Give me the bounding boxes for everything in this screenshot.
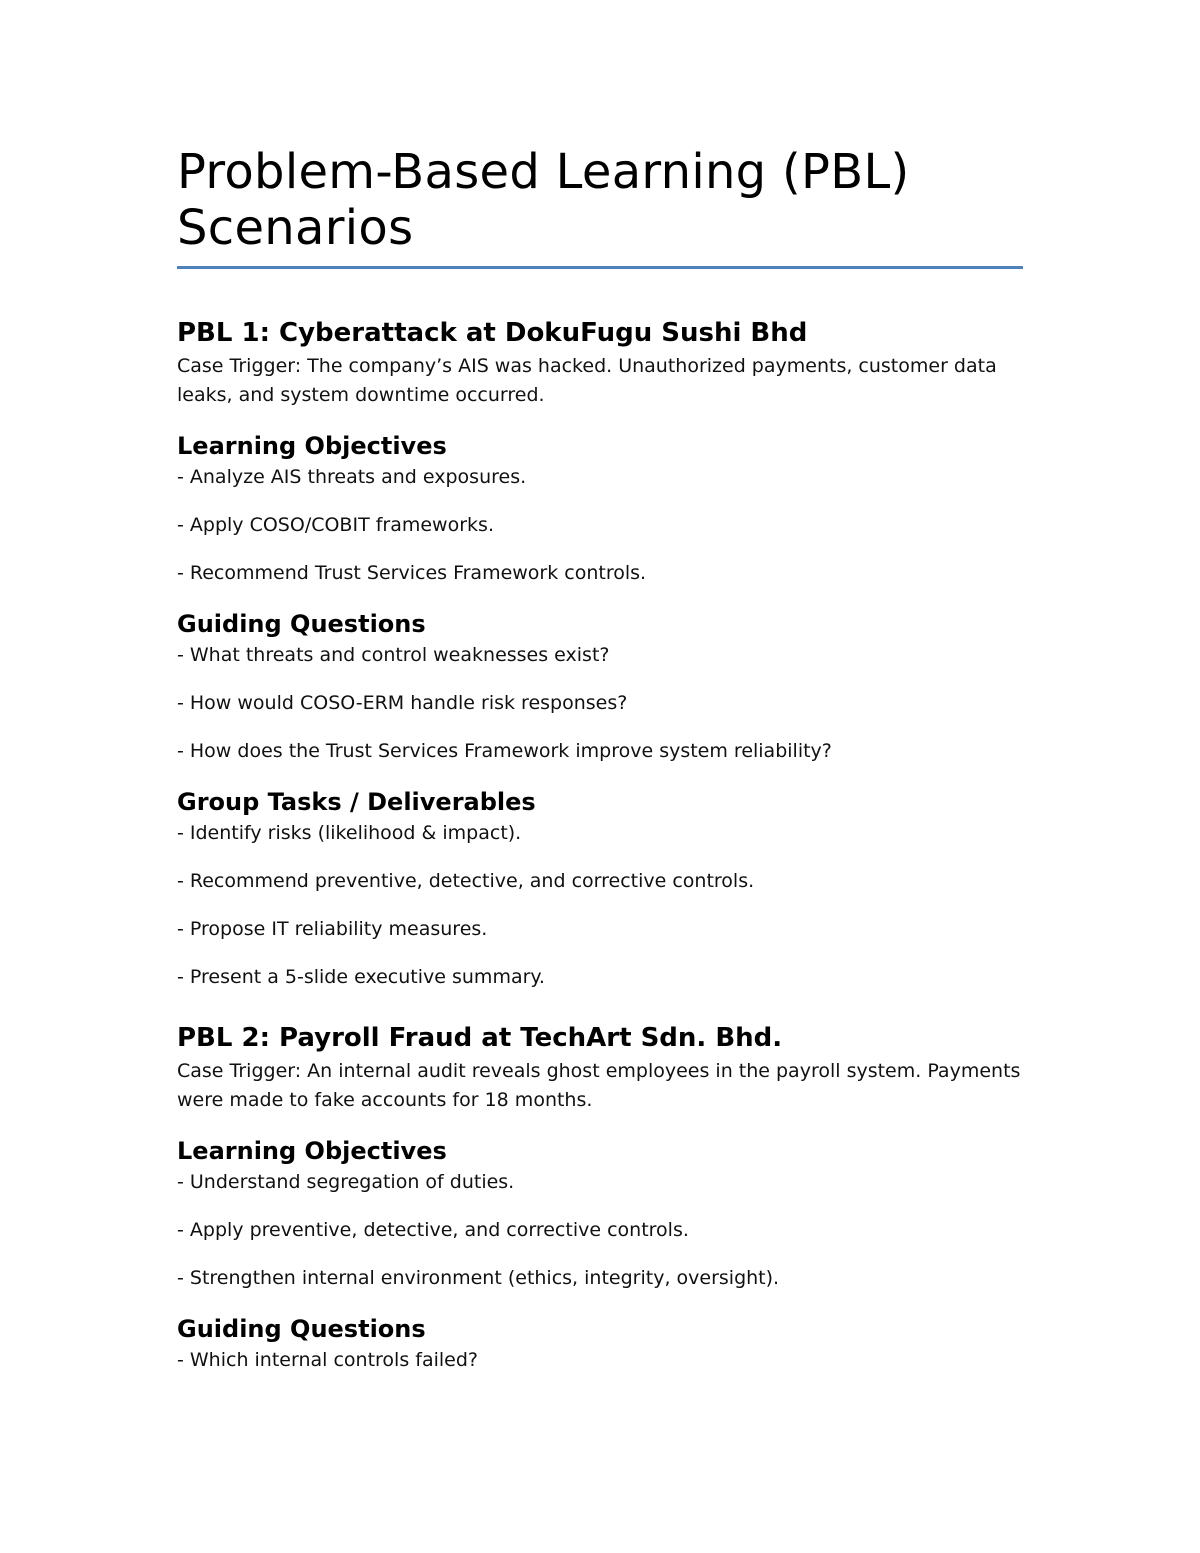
document-title: Problem-Based Learning (PBL) Scenarios	[177, 144, 1023, 269]
pbl1-trigger: Case Trigger: The company’s AIS was hacked. Unauthorized payments, customer data leaks, and system downtime occurred.	[177, 355, 997, 406]
document-page	[177, 144, 1023, 1394]
list-item: - How would COSO-ERM handle risk responses?	[177, 692, 628, 714]
pbl2-trigger: Case Trigger: An internal audit reveals ghost employees in the payroll system. Payments were made to fake accounts for 18 months.	[177, 1060, 1021, 1111]
list-item: - Analyze AIS threats and exposures.	[177, 466, 527, 488]
list-item: - Strengthen internal environment (ethics, integrity, oversight).	[177, 1267, 780, 1289]
list-item: - Propose IT reliability measures.	[177, 918, 488, 940]
list-item: - Which internal controls failed?	[177, 1349, 478, 1371]
list-item: - Understand segregation of duties.	[177, 1171, 515, 1193]
list-item: - Apply COSO/COBIT frameworks.	[177, 514, 494, 536]
list-item: - Identify risks (likelihood & impact).	[177, 822, 522, 844]
pbl1-tasks-heading: Group Tasks / Deliverables	[177, 788, 536, 816]
list-item: - How does the Trust Services Framework improve system reliability?	[177, 740, 832, 762]
pbl2-heading: PBL 2: Payroll Fraud at TechArt Sdn. Bhd.	[177, 1023, 783, 1053]
list-item: - Recommend Trust Services Framework controls.	[177, 562, 647, 584]
list-item: - Recommend preventive, detective, and corrective controls.	[177, 870, 755, 892]
pbl2-objectives-heading: Learning Objectives	[177, 1137, 447, 1165]
pbl1-questions-heading: Guiding Questions	[177, 610, 426, 638]
pbl1-objectives-heading: Learning Objectives	[177, 432, 447, 460]
pbl1-heading: PBL 1: Cyberattack at DokuFugu Sushi Bhd	[177, 318, 808, 348]
pbl2-questions-heading: Guiding Questions	[177, 1315, 426, 1343]
list-item: - Apply preventive, detective, and corrective controls.	[177, 1219, 689, 1241]
list-item: - Present a 5-slide executive summary.	[177, 966, 545, 988]
list-item: - What threats and control weaknesses exist?	[177, 644, 610, 666]
